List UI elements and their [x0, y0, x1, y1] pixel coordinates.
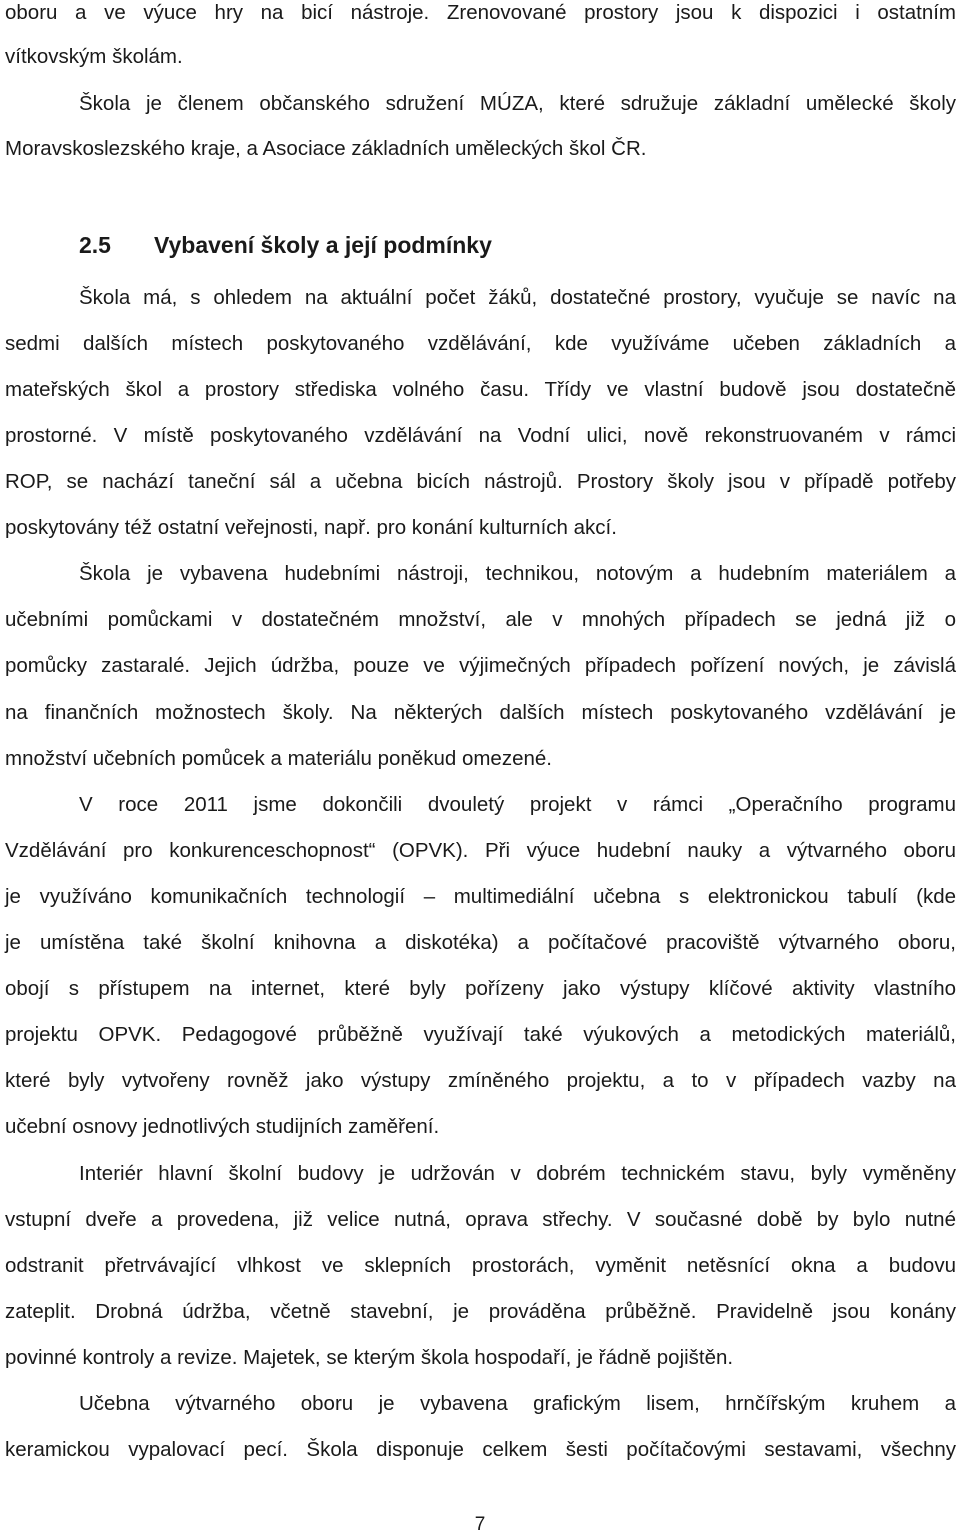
text-line: Moravskoslezského kraje, a Asociace základních uměleckých škol ČR. — [5, 137, 647, 160]
text-line: Škola je členem občanského sdružení MÚZA, které sdružuje základní umělecké školy — [79, 92, 956, 115]
text-line: je využíváno komunikačních technologií – multimediální učebna s elektronickou tabulí (kde — [5, 885, 956, 908]
text-line: množství učebních pomůcek a materiálu poněkud omezené. — [5, 747, 552, 770]
page-number: 7 — [474, 1514, 486, 1535]
text-line: odstranit přetrvávající vlhkost ve sklepních prostorách, vyměnit netěsnící okna a budovu — [5, 1254, 956, 1277]
text-line: povinné kontroly a revize. Majetek, se kterým škola hospodaří, je řádně pojištěn. — [5, 1346, 734, 1369]
text-line: sedmi dalších místech poskytovaného vzdělávání, kde využíváme učeben základních a — [5, 332, 956, 355]
text-line: Učebna výtvarného oboru je vybavena grafickým lisem, hrnčířským kruhem a — [79, 1392, 956, 1415]
text-line: Škola má, s ohledem na aktuální počet žáků, dostatečné prostory, vyučuje se navíc na — [79, 286, 956, 309]
text-line: učební osnovy jednotlivých studijních zaměření. — [5, 1115, 440, 1138]
text-line: vstupní dveře a provedena, již velice nutná, oprava střechy. V současné době by bylo nutné — [5, 1208, 956, 1231]
text-line: projektu OPVK. Pedagogové průběžně využívají také výukových a metodických materiálů, — [5, 1023, 956, 1046]
text-line: poskytovány též ostatní veřejnosti, např. pro konání kulturních akcí. — [5, 516, 617, 539]
text-line: učebními pomůckami v dostatečném množství, ale v mnohých případech se jedná již o — [5, 608, 956, 631]
text-line: Vzdělávání pro konkurenceschopnost“ (OPVK). Při výuce hudební nauky a výtvarného oboru — [5, 839, 956, 862]
text-line: V roce 2011 jsme dokončili dvouletý projekt v rámci „Operačního programu — [79, 793, 956, 816]
text-line: vítkovským školám. — [5, 45, 183, 68]
text-line: mateřských škol a prostory střediska volného času. Třídy ve vlastní budově jsou dostatečně — [5, 378, 956, 401]
text-line: které byly vytvořeny rovněž jako výstupy zmíněného projektu, a to v případech vazby na — [5, 1069, 956, 1092]
text-line: Škola je vybavena hudebními nástroji, technikou, notovým a hudebním materiálem a — [79, 562, 956, 585]
text-line: keramickou vypalovací pecí. Škola disponuje celkem šesti počítačovými sestavami, všechny — [5, 1438, 956, 1461]
section-title: Vybavení školy a její podmínky — [154, 232, 492, 258]
section-heading — [79, 226, 492, 264]
text-line: obojí s přístupem na internet, které byly pořízeny jako výstupy klíčové aktivity vlastního — [5, 977, 956, 1000]
text-line: pomůcky zastaralé. Jejich údržba, pouze ve výjimečných případech pořízení nových, je závislá — [5, 654, 956, 677]
text-line: prostorné. V místě poskytovaného vzdělávání na Vodní ulici, nově rekonstruovaném v rámci — [5, 424, 956, 447]
text-line: je umístěna také školní knihovna a diskotéka) a počítačové pracoviště výtvarného oboru, — [5, 931, 956, 954]
text-line: zateplit. Drobná údržba, včetně stavební, je prováděna průběžně. Pravidelně jsou konány — [5, 1300, 956, 1323]
section-number: 2.5 — [79, 232, 111, 258]
text-line: Interiér hlavní školní budovy je udržován v dobrém technickém stavu, byly vyměněny — [79, 1162, 956, 1185]
text-line: ROP, se nachází taneční sál a učebna bicích nástrojů. Prostory školy jsou v případě potřeby — [5, 470, 956, 493]
text-line: oboru a ve výuce hry na bicí nástroje. Zrenovované prostory jsou k dispozici i ostatním — [5, 1, 956, 24]
text-line: na finančních možnostech školy. Na některých dalších místech poskytovaného vzdělávání je — [5, 701, 956, 724]
